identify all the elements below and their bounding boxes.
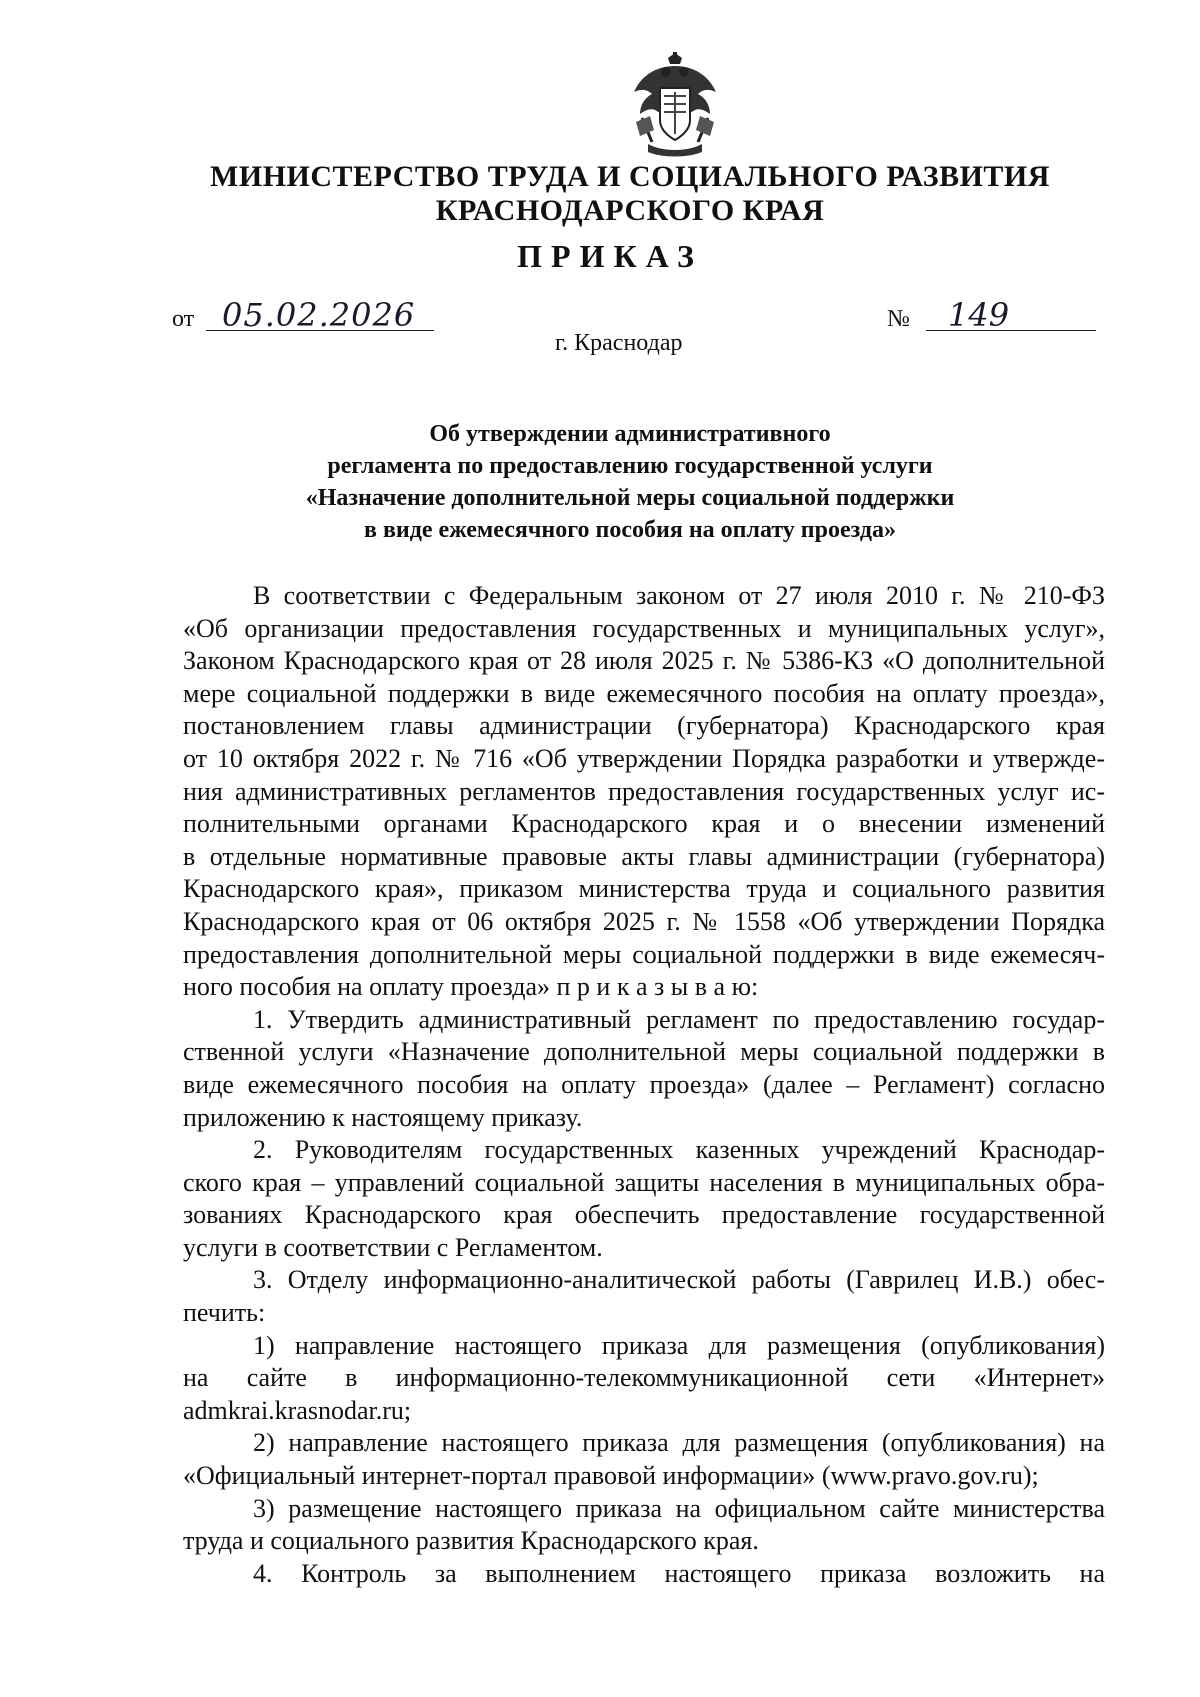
order-number: 149 <box>948 296 1010 334</box>
body-line: В соответствии с Федеральным законом от 27 июля 2010 г. № 210-ФЗ <box>253 581 1105 610</box>
body-line: мере социальной поддержки в виде ежемесячного пособия на оплату проезда», <box>183 678 1105 708</box>
subject-line: в виде ежемесячного пособия на оплату проезда» <box>364 517 896 543</box>
body-line: услуги в соответствии с Регламентом. <box>183 1232 603 1262</box>
body-line: зованиях Краснодарского края обеспечить предоставление государственной <box>183 1200 1105 1230</box>
ministry-name-line2: КРАСНОДАРСКОГО КРАЯ <box>435 194 825 227</box>
body-line: печить: <box>183 1298 266 1328</box>
body-line: постановлением главы администрации (губернатора) Краснодарского края <box>183 711 1105 741</box>
body-line: Краснодарского края от 06 октября 2025 г. № 1558 «Об утверждении Порядка <box>183 906 1105 936</box>
body-line: на сайте в информационно-телекоммуникационной сети «Интернет» <box>183 1363 1105 1393</box>
body-line: приложению к настоящему приказу. <box>183 1102 583 1132</box>
order-body <box>183 580 1105 1590</box>
body-line: 4. Контроль за выполнением настоящего приказа возложить на <box>253 1558 1105 1588</box>
body-line: ного пособия на оплату проезда» п р и к а з ы в а ю: <box>183 972 759 1002</box>
subject-line: «Назначение дополнительной меры социальной поддержки <box>305 485 955 511</box>
body-line: «Официальный интернет-портал правовой информации» (www.pravo.gov.ru); <box>183 1461 1039 1491</box>
body-line: виде ежемесячного пособия на оплату проезда» (далее – Регламент) согласно <box>183 1069 1105 1099</box>
from-label: от <box>172 306 195 332</box>
body-line: 1. Утвердить административный регламент по предоставлению государ- <box>253 1004 1105 1034</box>
body-line: труда и социального развития Краснодарского края. <box>183 1526 759 1556</box>
body-line: в отдельные нормативные правовые акты главы администрации (губернатора) <box>183 841 1105 871</box>
subject-line: регламента по предоставлению государственной услуги <box>327 453 933 479</box>
order-title: ПРИКАЗ <box>517 238 703 274</box>
ministry-name-line1: МИНИСТЕРСТВО ТРУДА И СОЦИАЛЬНОГО РАЗВИТИЯ <box>210 160 1050 193</box>
order-date: 05.02.2026 <box>222 296 416 334</box>
body-line: 2) направление настоящего приказа для размещения (опубликования) на <box>253 1428 1105 1458</box>
subject-line: Об утверждении административного <box>429 421 831 447</box>
order-subject <box>260 418 1000 546</box>
body-line: Краснодарского края», приказом министерства труда и социального развития <box>183 874 1105 904</box>
body-line: 2. Руководителям государственных казенных учреждений Краснодар- <box>253 1135 1105 1165</box>
number-label: № <box>887 306 910 332</box>
body-line: 3) размещение настоящего приказа на официальном сайте министерства <box>253 1493 1105 1523</box>
body-line: полнительными органами Краснодарского края и о внесении изменений <box>183 809 1105 839</box>
body-line: Законом Краснодарского края от 28 июля 2025 г. № 5386-КЗ «О дополнительной <box>183 646 1105 676</box>
city: г. Краснодар <box>555 330 683 356</box>
body-line: от 10 октября 2022 г. № 716 «Об утверждении Порядка разработки и утвержде- <box>183 743 1105 773</box>
body-line: 3. Отделу информационно-аналитической работы (Гаврилец И.В.) обес- <box>253 1265 1105 1295</box>
body-line: 1) направление настоящего приказа для размещения (опубликования) <box>253 1330 1105 1360</box>
coat-of-arms-icon <box>628 52 722 160</box>
body-line: ского края – управлений социальной защиты населения в муниципальных обра- <box>183 1167 1105 1197</box>
body-line: admkrai.krasnodar.ru; <box>183 1395 412 1425</box>
body-line: ственной услуги «Назначение дополнительной меры социальной поддержки в <box>183 1037 1105 1067</box>
body-line: ния административных регламентов предоставления государственных услуг ис- <box>183 776 1105 806</box>
body-line: предоставления дополнительной меры социальной поддержки в виде ежемесяч- <box>183 939 1105 969</box>
body-line: «Об организации предоставления государственных и муниципальных услуг», <box>183 613 1105 643</box>
